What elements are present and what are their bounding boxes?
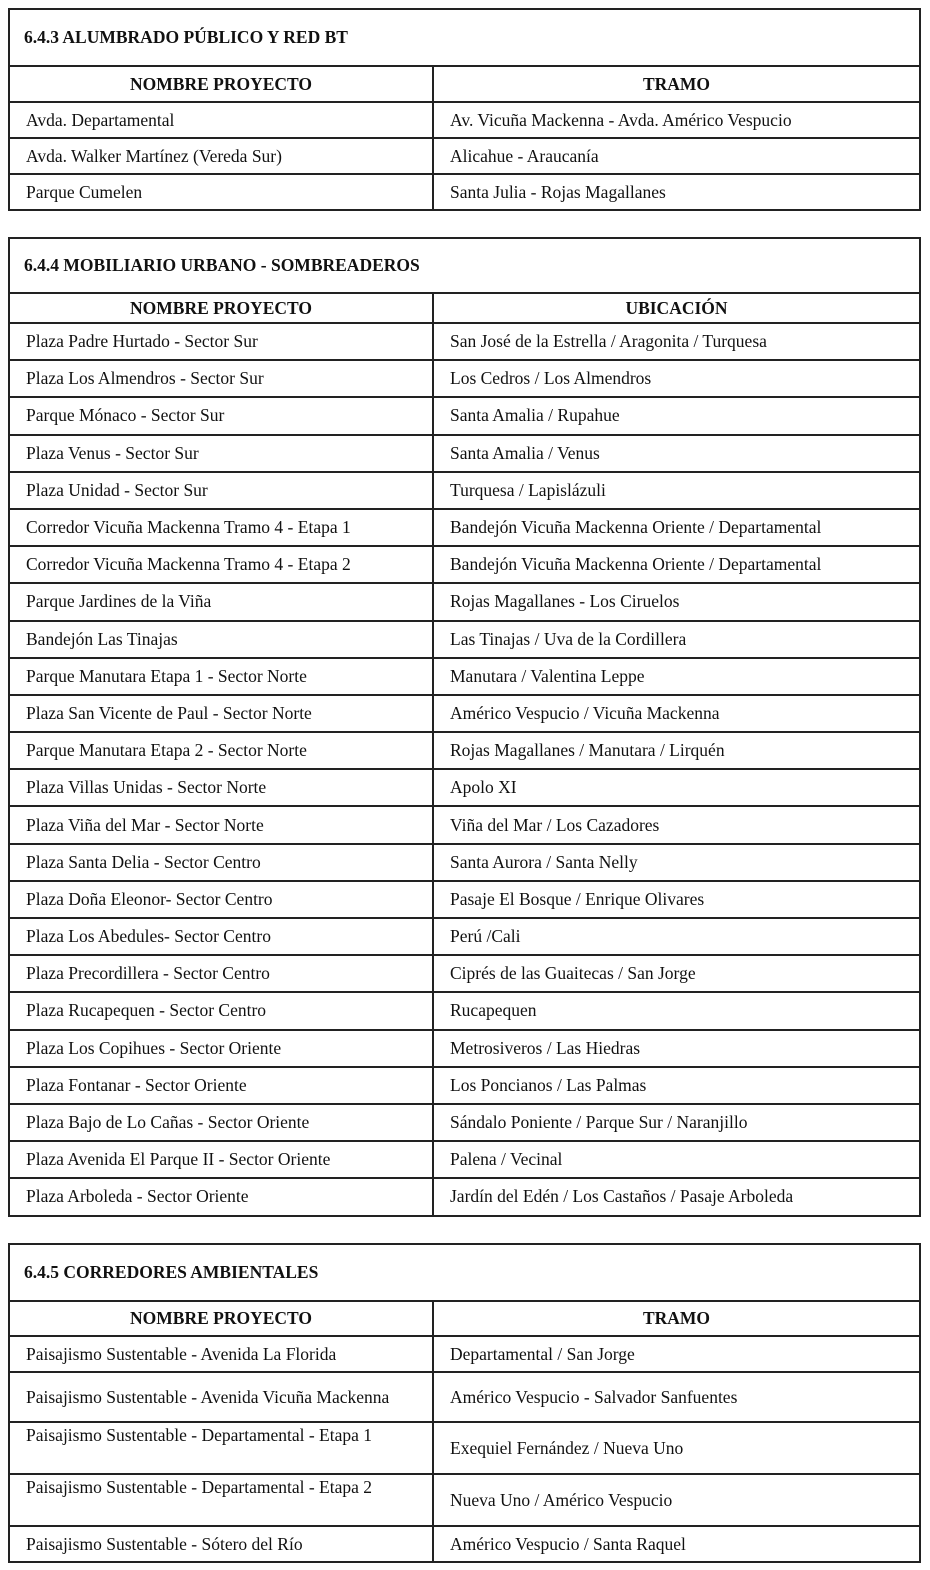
table-row xyxy=(9,1141,920,1178)
project-name-cell: Paisajismo Sustentable - Sótero del Río xyxy=(9,1526,433,1562)
location-cell: Metrosiveros / Las Hiedras xyxy=(433,1030,920,1067)
table-row xyxy=(9,844,920,881)
table-mobiliario-urbano xyxy=(8,237,921,1217)
column-header-nombre: NOMBRE PROYECTO xyxy=(9,293,433,323)
table-row xyxy=(9,397,920,434)
project-name-cell: Parque Cumelen xyxy=(9,174,433,210)
location-cell: Av. Vicuña Mackenna - Avda. Américo Vespucio xyxy=(433,102,920,138)
project-name-cell: Paisajismo Sustentable - Departamental - Etapa 2 xyxy=(9,1474,433,1526)
table-row xyxy=(9,918,920,955)
project-name-cell: Plaza Los Almendros - Sector Sur xyxy=(9,360,433,397)
table-row xyxy=(9,472,920,509)
location-cell: Exequiel Fernández / Nueva Uno xyxy=(433,1422,920,1474)
location-cell: Alicahue - Araucanía xyxy=(433,138,920,174)
project-name-cell: Plaza Fontanar - Sector Oriente xyxy=(9,1067,433,1104)
table-row xyxy=(9,1067,920,1104)
location-cell: Nueva Uno / Américo Vespucio xyxy=(433,1474,920,1526)
table-row xyxy=(9,1178,920,1215)
project-name-cell: Corredor Vicuña Mackenna Tramo 4 - Etapa 1 xyxy=(9,509,433,546)
column-header-nombre: NOMBRE PROYECTO xyxy=(9,1301,433,1336)
table-row xyxy=(9,1336,920,1372)
location-cell: Santa Aurora / Santa Nelly xyxy=(433,844,920,881)
location-cell: Rojas Magallanes / Manutara / Lirquén xyxy=(433,732,920,769)
table-row xyxy=(9,102,920,138)
column-header-nombre: NOMBRE PROYECTO xyxy=(9,66,433,102)
location-cell: Las Tinajas / Uva de la Cordillera xyxy=(433,621,920,658)
project-name-cell: Avda. Departamental xyxy=(9,102,433,138)
table-row xyxy=(9,138,920,174)
table-row xyxy=(9,1422,920,1474)
location-cell: Turquesa / Lapislázuli xyxy=(433,472,920,509)
project-name-cell: Parque Manutara Etapa 1 - Sector Norte xyxy=(9,658,433,695)
table-row xyxy=(9,435,920,472)
location-cell: Américo Vespucio / Vicuña Mackenna xyxy=(433,695,920,732)
location-cell: Viña del Mar / Los Cazadores xyxy=(433,806,920,843)
table-row xyxy=(9,955,920,992)
location-cell: Palena / Vecinal xyxy=(433,1141,920,1178)
project-name-cell: Plaza Villas Unidas - Sector Norte xyxy=(9,769,433,806)
column-header-ubicacion: TRAMO xyxy=(433,1301,920,1336)
table-row xyxy=(9,695,920,732)
section-title-row xyxy=(9,238,920,293)
location-cell: Américo Vespucio / Santa Raquel xyxy=(433,1526,920,1562)
table-row xyxy=(9,546,920,583)
location-cell: Américo Vespucio - Salvador Sanfuentes xyxy=(433,1372,920,1422)
location-cell: Rucapequen xyxy=(433,992,920,1029)
location-cell: Pasaje El Bosque / Enrique Olivares xyxy=(433,881,920,918)
project-name-cell: Parque Manutara Etapa 2 - Sector Norte xyxy=(9,732,433,769)
section-title: 6.4.3 ALUMBRADO PÚBLICO Y RED BT xyxy=(9,9,920,66)
project-name-cell: Corredor Vicuña Mackenna Tramo 4 - Etapa 2 xyxy=(9,546,433,583)
section-title: 6.4.4 MOBILIARIO URBANO - SOMBREADEROS xyxy=(9,238,920,293)
table-row xyxy=(9,1030,920,1067)
header-row xyxy=(9,293,920,323)
project-name-cell: Parque Mónaco - Sector Sur xyxy=(9,397,433,434)
table-row xyxy=(9,732,920,769)
location-cell: Los Poncianos / Las Palmas xyxy=(433,1067,920,1104)
location-cell: Los Cedros / Los Almendros xyxy=(433,360,920,397)
table-row xyxy=(9,806,920,843)
section-title-row xyxy=(9,1244,920,1301)
table-row xyxy=(9,1474,920,1526)
section-title: 6.4.5 CORREDORES AMBIENTALES xyxy=(9,1244,920,1301)
project-name-cell: Plaza San Vicente de Paul - Sector Norte xyxy=(9,695,433,732)
project-name-cell: Plaza Unidad - Sector Sur xyxy=(9,472,433,509)
project-name-cell: Plaza Bajo de Lo Cañas - Sector Oriente xyxy=(9,1104,433,1141)
location-cell: Santa Julia - Rojas Magallanes xyxy=(433,174,920,210)
project-name-cell: Plaza Los Copihues - Sector Oriente xyxy=(9,1030,433,1067)
project-name-cell: Plaza Avenida El Parque II - Sector Oriente xyxy=(9,1141,433,1178)
table-corredores-ambientales xyxy=(8,1243,921,1563)
location-cell: Perú /Cali xyxy=(433,918,920,955)
column-header-ubicacion: TRAMO xyxy=(433,66,920,102)
header-row xyxy=(9,1301,920,1336)
table-row xyxy=(9,1526,920,1562)
location-cell: Santa Amalia / Venus xyxy=(433,435,920,472)
project-name-cell: Parque Jardines de la Viña xyxy=(9,583,433,620)
location-cell: Rojas Magallanes - Los Ciruelos xyxy=(433,583,920,620)
table-row xyxy=(9,323,920,360)
location-cell: San José de la Estrella / Aragonita / Turquesa xyxy=(433,323,920,360)
table-row xyxy=(9,509,920,546)
project-name-cell: Plaza Rucapequen - Sector Centro xyxy=(9,992,433,1029)
project-name-cell: Paisajismo Sustentable - Avenida Vicuña Mackenna xyxy=(9,1372,433,1422)
column-header-ubicacion: UBICACIÓN xyxy=(433,293,920,323)
table-row xyxy=(9,658,920,695)
section-title-row xyxy=(9,9,920,66)
table-row xyxy=(9,1372,920,1422)
table-alumbrado-publico xyxy=(8,8,921,211)
project-name-cell: Plaza Padre Hurtado - Sector Sur xyxy=(9,323,433,360)
location-cell: Santa Amalia / Rupahue xyxy=(433,397,920,434)
project-name-cell: Paisajismo Sustentable - Avenida La Florida xyxy=(9,1336,433,1372)
table-row xyxy=(9,992,920,1029)
project-name-cell: Plaza Santa Delia - Sector Centro xyxy=(9,844,433,881)
location-cell: Jardín del Edén / Los Castaños / Pasaje Arboleda xyxy=(433,1178,920,1215)
table-row xyxy=(9,881,920,918)
location-cell: Departamental / San Jorge xyxy=(433,1336,920,1372)
location-cell: Sándalo Poniente / Parque Sur / Naranjillo xyxy=(433,1104,920,1141)
project-name-cell: Plaza Viña del Mar - Sector Norte xyxy=(9,806,433,843)
location-cell: Ciprés de las Guaitecas / San Jorge xyxy=(433,955,920,992)
project-name-cell: Avda. Walker Martínez (Vereda Sur) xyxy=(9,138,433,174)
table-row xyxy=(9,1104,920,1141)
project-name-cell: Plaza Precordillera - Sector Centro xyxy=(9,955,433,992)
project-name-cell: Plaza Venus - Sector Sur xyxy=(9,435,433,472)
location-cell: Apolo XI xyxy=(433,769,920,806)
project-name-cell: Plaza Los Abedules- Sector Centro xyxy=(9,918,433,955)
location-cell: Manutara / Valentina Leppe xyxy=(433,658,920,695)
table-row xyxy=(9,583,920,620)
project-name-cell: Plaza Doña Eleonor- Sector Centro xyxy=(9,881,433,918)
project-name-cell: Plaza Arboleda - Sector Oriente xyxy=(9,1178,433,1215)
table-row xyxy=(9,621,920,658)
location-cell: Bandejón Vicuña Mackenna Oriente / Departamental xyxy=(433,546,920,583)
header-row xyxy=(9,66,920,102)
table-row xyxy=(9,769,920,806)
table-row xyxy=(9,360,920,397)
project-name-cell: Bandejón Las Tinajas xyxy=(9,621,433,658)
table-row xyxy=(9,174,920,210)
project-name-cell: Paisajismo Sustentable - Departamental - Etapa 1 xyxy=(9,1422,433,1474)
location-cell: Bandejón Vicuña Mackenna Oriente / Departamental xyxy=(433,509,920,546)
